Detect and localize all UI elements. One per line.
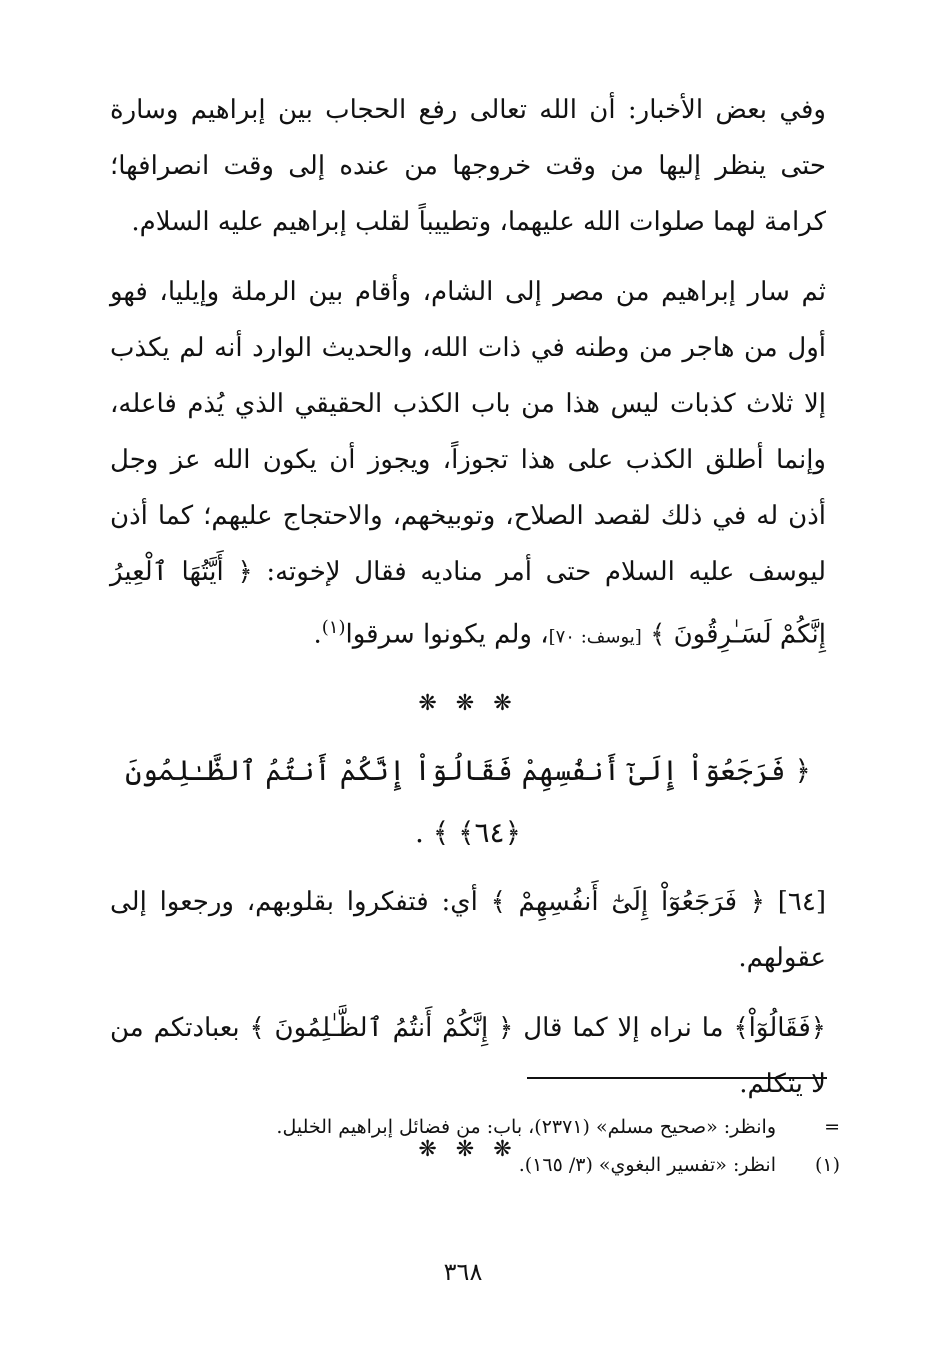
- paragraph-three-lies: [110, 264, 826, 666]
- footnote-continued: [110, 1108, 840, 1146]
- footnotes: [110, 1108, 840, 1184]
- footnote-mark: =: [824, 1116, 840, 1138]
- paragraph-verse-64-commentary: [110, 874, 826, 986]
- paragraph-text: ما نراه إلا كما قال: [523, 1012, 724, 1043]
- section-divider: ❋ ❋ ❋: [418, 1136, 518, 1162]
- paragraph-sarah-veil: [110, 82, 826, 250]
- footnote-1: [110, 1146, 840, 1184]
- paragraph-end: .: [313, 619, 322, 650]
- quran-quote: ﴿ إِنَّكُمْ أَنتُمُ ٱلظَّـٰلِمُونَ ﴾: [249, 1012, 514, 1043]
- verse-number: [٦٤]: [777, 886, 827, 917]
- paragraph-they-said: [110, 1000, 826, 1112]
- paragraph-text: وفي بعض الأخبار: أن الله تعالى رفع الحجاب بين إبراهيم وسارة حتى ينظر إليها من وقت خروجها من عنده إلى وقت انصرافها؛ كرامة لهما صلوات الله عليهما، وتطييباً لقلب إبراهيم عليه السلام.: [110, 95, 826, 237]
- section-divider: ❋ ❋ ❋: [418, 690, 518, 716]
- quran-quote: ﴿ أَيَّتُهَا ٱلْعِيرُ إِنَّكُمْ لَسَـٰرِقُونَ ﴾: [110, 557, 826, 650]
- quran-quote: ﴿فَقَالُوٓاْ﴾: [733, 1012, 826, 1043]
- footnote-text: وانظر: «صحيح مسلم» (٢٣٧١)، باب: من فضائل إبراهيم الخليل.: [276, 1116, 776, 1138]
- footnote-mark: (١): [814, 1154, 840, 1176]
- page-body: [110, 82, 826, 1180]
- main-verse-heading: ﴿ فَرَجَعُوٓاْ إِلَىٰٓ أَنفُسِهِمْ فَقَالُوٓاْ إِنَّكُمْ أَنتُمُ ٱلظَّـٰلِمُونَ ﴿٦٤﴾ ﴾ .: [125, 753, 811, 849]
- footnote-separator: [527, 1077, 827, 1079]
- paragraph-text: أي: فتفكروا بقلوبهم، ورجعوا إلى عقولهم.: [110, 886, 826, 973]
- footnote-text: انظر: «تفسير البغوي» (٣/ ١٦٥).: [518, 1154, 776, 1176]
- footnote-reference[interactable]: (١): [321, 617, 346, 638]
- paragraph-text: بعبادتكم من لا يتكلم.: [110, 1012, 826, 1099]
- paragraph-text: ، ولم يكونوا سرقوا: [345, 619, 549, 650]
- quran-quote: ﴿ فَرَجَعُوٓاْ إِلَىٰٓ أَنفُسِهِمْ ﴾: [490, 886, 765, 917]
- paragraph-text: ثم سار إبراهيم من مصر إلى الشام، وأقام بين الرملة وإيليا، فهو أول من هاجر من وطنه في ذات الله، والحديث الوارد أنه لم يكذب إلا ثلاث كذبات ليس هذا من باب الكذب الحقيقي الذي يُذم فاعله، وإنما أطلق الكذب على هذا تجوزاً، ويجوز أن يكون الله عز وجل أذن له في ذلك لقصد الصلاح، وتوبيخهم، والاحتجاج عليهم؛ كما أذن ليوسف عليه السلام حتى أمر مناديه فقال لإخوته:: [110, 277, 826, 587]
- page-number: ٣٦٨: [443, 1258, 483, 1286]
- surah-reference: [يوسف: ٧٠]: [548, 626, 642, 648]
